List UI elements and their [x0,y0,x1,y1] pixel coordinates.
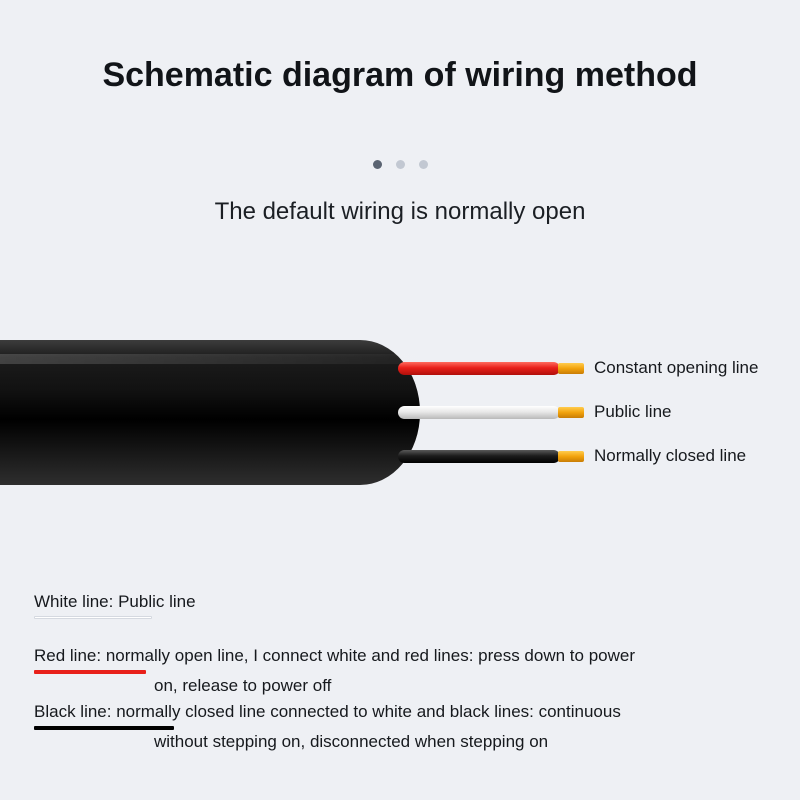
note-black-line-continuation: without stepping on, disconnected when stepping on [154,732,549,751]
white-wire-label: Public line [594,402,672,421]
note-black-line-text: Black line: normally closed line connected to white and black lines: continuous [34,702,621,721]
note-black-line [34,700,621,753]
note-red-line-text: Red line: normally open line, I connect white and red lines: press down to power [34,646,636,665]
note-white-line [34,590,196,619]
note-white-line-underline [34,616,152,619]
carousel-dots [0,160,800,169]
black-wire [398,450,560,463]
white-wire-tip-icon [558,407,584,418]
red-wire [398,362,560,375]
red-wire-tip-icon [558,363,584,374]
cable-body [0,340,420,485]
page-title: Schematic diagram of wiring method [102,56,698,94]
note-white-line-text: White line: Public line [34,592,196,611]
note-red-line-continuation: on, release to power off [154,676,332,695]
page-subtitle: The default wiring is normally open [214,198,586,225]
carousel-dot-3[interactable] [419,160,428,169]
black-wire-label: Normally closed line [594,446,747,465]
note-red-line [34,644,635,697]
cable-illustration [0,330,800,500]
black-wire-tip-icon [558,451,584,462]
white-wire [398,406,560,419]
carousel-dot-2[interactable] [396,160,405,169]
red-wire-label: Constant opening line [594,358,759,377]
carousel-dot-1[interactable] [373,160,382,169]
